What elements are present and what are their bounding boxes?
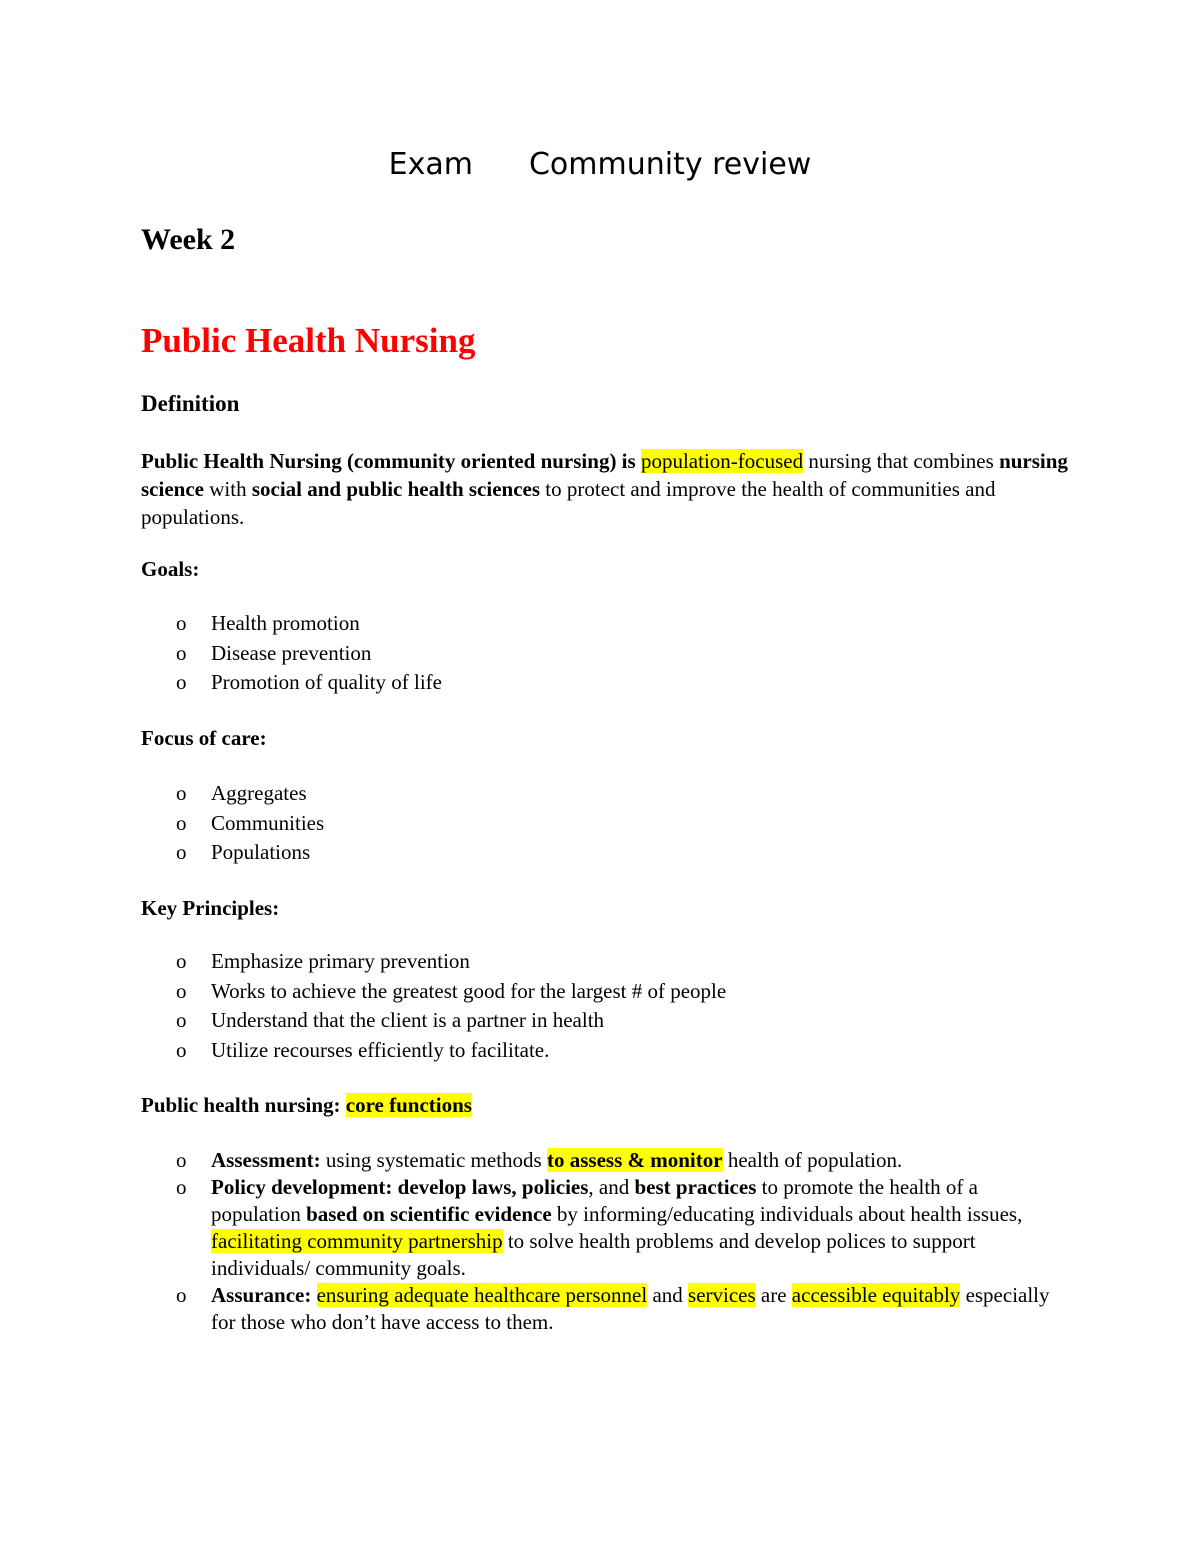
highlight-accessible-equitably: accessible equitably [791, 1283, 961, 1307]
list-item-policy: o Policy development: develop laws, policies, and best practices to promote the health of a population based on scientific evidence by informing/educating individuals about health issues, facilitating community partnership to solve health problems and develop polices to support individuals/ community goals. [176, 1175, 1023, 1280]
bullet-icon: o [176, 1283, 187, 1307]
list-item: o Health promotion [141, 609, 1071, 639]
core-functions-list [141, 1147, 1071, 1336]
bullet-icon: o [176, 1008, 187, 1032]
definition-label: Definition [141, 391, 240, 416]
highlight-community-partnership: facilitating community partnership [211, 1229, 503, 1253]
document-title [0, 145, 1200, 185]
list-item: o Understand that the client is a partner in health [141, 1006, 1071, 1036]
section-heading: Public Health Nursing [141, 321, 476, 360]
list-item: o Disease prevention [141, 639, 1071, 669]
focus-list [141, 779, 1071, 868]
list-item-assessment: o Assessment: using systematic methods to assess & monitor health of population. [176, 1148, 903, 1172]
principles-list [141, 947, 1071, 1065]
list-item: o Utilize recourses efficiently to facilitate. [141, 1036, 1071, 1066]
bullet-icon: o [176, 1037, 187, 1062]
list-item: o Communities [141, 809, 1071, 839]
bullet-icon: o [176, 1148, 187, 1172]
list-item: o Populations [141, 838, 1071, 868]
list-item-assurance: o Assurance: ensuring adequate healthcare personnel and services are accessible equitably especially for those who don’t have access to them. [176, 1283, 1050, 1334]
highlight-assess-monitor: to assess & monitor [546, 1148, 723, 1172]
highlight-core-functions: core functions [345, 1093, 472, 1117]
highlight-personnel: ensuring adequate healthcare personnel [316, 1283, 648, 1307]
title-exam: Exam [388, 147, 473, 182]
list-item: o Aggregates [141, 779, 1071, 809]
bullet-icon: o [176, 1175, 187, 1199]
bullet-icon: o [176, 810, 187, 835]
highlight-population-focused: population-focused [640, 449, 804, 473]
highlight-services: services [688, 1283, 756, 1307]
title-community-review: Community review [528, 147, 812, 182]
bullet-icon: o [176, 670, 187, 694]
list-item: o Works to achieve the greatest good for the largest # of people [141, 977, 1071, 1007]
week-heading: Week 2 [141, 223, 236, 256]
focus-label: Focus of care: [141, 726, 267, 750]
bullet-icon: o [176, 611, 187, 635]
list-item: o Emphasize primary prevention [141, 947, 1071, 977]
core-functions-label: Public health nursing: core functions [141, 1093, 472, 1117]
goals-label: Goals: [141, 557, 200, 581]
bullet-icon: o [176, 840, 187, 864]
principles-label: Key Principles: [141, 896, 280, 920]
list-item: o Promotion of quality of life [141, 668, 1071, 698]
bullet-icon: o [176, 978, 187, 1003]
bullet-icon: o [176, 781, 187, 805]
definition-paragraph: Public Health Nursing (community oriented nursing) is population-focused nursing that combines nursing science with social and public health sciences to protect and improve the health of communities and populations. [141, 449, 1068, 529]
definition-term: Public Health Nursing (community oriented nursing) is [141, 449, 636, 473]
bullet-icon: o [176, 949, 187, 973]
bullet-icon: o [176, 640, 187, 665]
goals-list [141, 609, 1071, 698]
